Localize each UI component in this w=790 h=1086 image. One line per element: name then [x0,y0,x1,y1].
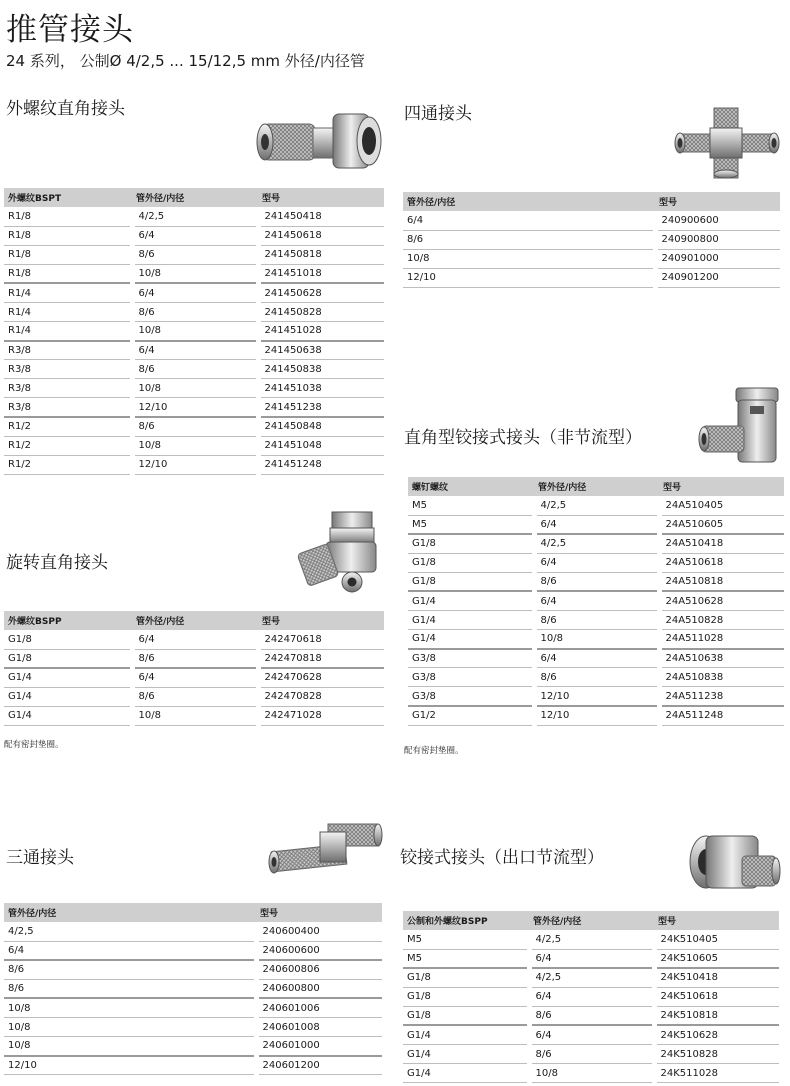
table-cell: 4/2,5 [529,930,654,949]
table-cross-fitting [403,192,780,288]
table-cell: G3/8 [408,649,534,668]
table-cell: 241450818 [258,245,384,264]
table-cell: 24A510618 [659,553,784,572]
table-row [408,706,784,725]
table-cell: 4/2,5 [4,922,256,941]
table-cell: 240601200 [256,1056,382,1075]
page-subtitle: 24 系列， 公制Ø 4/2,5 ... 15/12,5 mm 外径/内径管 [6,52,365,70]
table-cell: 12/10 [132,455,258,474]
table-cell: M5 [408,496,534,515]
table-cell: 241451018 [258,264,384,283]
table-male-elbow [4,188,384,475]
table-cell: 8/6 [534,611,659,630]
table-row [403,1064,779,1083]
table-row [4,398,384,417]
table-cell: G1/8 [408,572,534,591]
table-cell: 24A510418 [659,534,784,553]
table-cell: 12/10 [534,687,659,706]
table-cell: G1/4 [4,687,132,706]
table-cell: 24A511238 [659,687,784,706]
column-header: 管外径/内径 [534,477,659,496]
section-title-right-angle-banjo: 直角型铰接式接头（非节流型） [404,428,642,448]
table-cell: G1/8 [403,968,529,987]
table-cell: 10/8 [4,1037,256,1056]
table-row [4,706,384,725]
table-cell: M5 [403,949,529,968]
table-cell: 24A510638 [659,649,784,668]
table-cell: 24K510418 [654,968,779,987]
table-row [4,1017,382,1036]
table-cell: 8/6 [534,572,659,591]
table-row [403,930,779,949]
table-cell: 6/4 [403,211,655,230]
table-cell: 10/8 [4,1017,256,1036]
table-row [408,496,784,515]
table-row [4,1037,382,1056]
table-cell: 242470818 [258,649,384,668]
table-cell: 4/2,5 [534,534,659,553]
table-cell: M5 [408,515,534,534]
tee-fitting-image [266,818,384,886]
table-cell: G3/8 [408,668,534,687]
table-row [403,968,779,987]
table-cell: 10/8 [4,998,256,1017]
table-cell: R1/8 [4,226,132,245]
table-cell: G3/8 [408,687,534,706]
table-row [408,611,784,630]
table-row [403,949,779,968]
table-cell: R3/8 [4,379,132,398]
table-row [4,649,384,668]
table-cell: 8/6 [132,649,258,668]
table-cell: 10/8 [534,630,659,649]
table-row [403,230,780,249]
table-row [403,268,780,287]
table-cell: R1/8 [4,207,132,226]
table-row [408,553,784,572]
table-row [4,687,384,706]
table-row [4,1056,382,1075]
table-row [403,1045,779,1064]
table-cell: R1/8 [4,245,132,264]
table-cell: 8/6 [132,687,258,706]
table-cell: 240901200 [655,268,780,287]
table-cell: 10/8 [132,264,258,283]
table-cell: 12/10 [4,1056,256,1075]
column-header: 螺钉螺纹 [408,477,534,496]
table-cell: 241450418 [258,207,384,226]
table-row [4,245,384,264]
table-cell: 242470828 [258,687,384,706]
right-angle-banjo-fitting-image [696,384,786,468]
table-cell: 8/6 [132,360,258,379]
table-cell: 6/4 [529,1025,654,1044]
table-cell: 6/4 [529,949,654,968]
table-cell: 12/10 [403,268,655,287]
column-header: 型号 [655,192,780,211]
table-cell: 241451048 [258,436,384,455]
column-header: 型号 [258,188,384,207]
table-cell: 6/4 [132,668,258,687]
table-cell: G1/8 [403,1006,529,1025]
table-cell: G1/8 [408,553,534,572]
table-right-angle-banjo [408,477,784,726]
table-cell: 24K510405 [654,930,779,949]
table-row [4,436,384,455]
table-row [4,226,384,245]
table-cell: 6/4 [132,226,258,245]
column-header: 管外径/内径 [529,911,654,930]
table-cell: 24K510828 [654,1045,779,1064]
table-cell: 241450618 [258,226,384,245]
note-sealing-washer: 配有密封垫圈。 [4,740,64,750]
table-cell: R3/8 [4,398,132,417]
table-cell: 10/8 [403,249,655,268]
table-cell: G1/4 [4,706,132,725]
table-cell: G1/8 [4,630,132,649]
table-cell: 6/4 [132,341,258,360]
table-cell: R1/8 [4,264,132,283]
table-row [408,649,784,668]
table-cell: R1/4 [4,322,132,341]
table-cell: 240900600 [655,211,780,230]
table-cell: 24K510818 [654,1006,779,1025]
table-cell: 240601000 [256,1037,382,1056]
table-cell: 10/8 [132,706,258,725]
table-row [4,207,384,226]
table-row [4,960,382,979]
table-cell: 4/2,5 [534,496,659,515]
table-row [4,922,382,941]
table-cell: 24A511028 [659,630,784,649]
table-row [408,630,784,649]
table-cell: 6/4 [4,941,256,960]
table-cell: 242470628 [258,668,384,687]
table-cell: 240601008 [256,1017,382,1036]
table-cell: 8/6 [132,417,258,436]
table-row [4,630,384,649]
table-row [403,249,780,268]
table-cell: 8/6 [132,302,258,321]
column-header: 型号 [659,477,784,496]
table-row [408,591,784,610]
table-row [4,302,384,321]
column-header: 管外径/内径 [4,903,256,922]
table-row [4,283,384,302]
table-cell: 6/4 [132,630,258,649]
table-row [4,264,384,283]
table-row [4,998,382,1017]
table-cell: 12/10 [132,398,258,417]
table-cell: 24A510628 [659,591,784,610]
page-title: 推管接头 [6,12,134,48]
table-cell: 241450838 [258,360,384,379]
table-cell: 4/2,5 [529,968,654,987]
table-cell: R1/2 [4,436,132,455]
column-header: 管外径/内径 [132,188,258,207]
table-row [403,1006,779,1025]
table-row [4,379,384,398]
table-swivel-elbow [4,611,384,726]
table-row [408,668,784,687]
table-cell: 10/8 [132,436,258,455]
table-row [408,687,784,706]
table-cell: G1/4 [408,591,534,610]
table-cell: G1/4 [408,611,534,630]
table-cell: 6/4 [534,553,659,572]
table-cell: R1/4 [4,283,132,302]
table-cell: 241451248 [258,455,384,474]
table-row [408,572,784,591]
table-cell: 241451028 [258,322,384,341]
table-cell: 8/6 [4,960,256,979]
table-cell: 8/6 [132,245,258,264]
table-cell: R3/8 [4,341,132,360]
table-banjo-outlet-throttle [403,911,779,1083]
table-cell: 240901000 [655,249,780,268]
table-cell: G1/4 [403,1064,529,1083]
cross-fitting-image [672,100,782,180]
table-cell: 24A510828 [659,611,784,630]
table-cell: 242470618 [258,630,384,649]
swivel-elbow-fitting-image [296,508,386,600]
table-cell: 24A510818 [659,572,784,591]
table-cell: 24A510605 [659,515,784,534]
section-title-tee-fitting: 三通接头 [6,848,74,868]
table-cell: G1/8 [4,649,132,668]
table-cell: 6/4 [132,283,258,302]
table-cell: G1/8 [408,534,534,553]
table-cell: R1/2 [4,455,132,474]
table-cell: 4/2,5 [132,207,258,226]
table-cell: 10/8 [529,1064,654,1083]
table-cell: 8/6 [529,1045,654,1064]
table-row [4,417,384,436]
table-cell: 24A510838 [659,668,784,687]
table-cell: 241450828 [258,302,384,321]
table-cell: 6/4 [534,591,659,610]
table-cell: 241450638 [258,341,384,360]
column-header: 型号 [256,903,382,922]
section-title-cross-fitting: 四通接头 [404,104,472,124]
table-row [403,1025,779,1044]
banjo-outlet-throttle-fitting-image [682,822,782,898]
table-row [4,979,382,998]
column-header: 外螺纹BSPT [4,188,132,207]
table-cell: 8/6 [529,1006,654,1025]
column-header: 型号 [654,911,779,930]
table-cell: 24A511248 [659,706,784,725]
section-title-banjo-outlet-throttle: 铰接式接头（出口节流型） [400,848,604,868]
table-cell: 241451038 [258,379,384,398]
table-cell: 8/6 [403,230,655,249]
note-sealing-washer: 配有密封垫圈。 [404,746,464,756]
male-elbow-fitting-image [255,108,385,178]
table-cell: R1/4 [4,302,132,321]
table-cell: G1/4 [403,1045,529,1064]
column-header: 公制和外螺纹BSPP [403,911,529,930]
table-cell: 6/4 [534,649,659,668]
table-cell: 240600800 [256,979,382,998]
table-cell: 240900800 [655,230,780,249]
table-cell: 241451238 [258,398,384,417]
column-header: 管外径/内径 [403,192,655,211]
table-cell: 240600806 [256,960,382,979]
table-cell: G1/8 [403,987,529,1006]
column-header: 型号 [258,611,384,630]
table-cell: 10/8 [132,379,258,398]
table-cell: 24K511028 [654,1064,779,1083]
table-cell: 240601006 [256,998,382,1017]
table-cell: 10/8 [132,322,258,341]
column-header: 管外径/内径 [132,611,258,630]
table-row [4,941,382,960]
section-title-swivel-elbow: 旋转直角接头 [6,553,108,573]
table-row [4,455,384,474]
table-row [4,668,384,687]
section-title-male-elbow: 外螺纹直角接头 [6,99,125,119]
table-cell: 24K510618 [654,987,779,1006]
table-cell: 241450848 [258,417,384,436]
table-cell: 24A510405 [659,496,784,515]
table-cell: 242471028 [258,706,384,725]
table-cell: 240600400 [256,922,382,941]
table-row [403,987,779,1006]
table-cell: 6/4 [529,987,654,1006]
column-header: 外螺纹BSPP [4,611,132,630]
table-cell: R1/2 [4,417,132,436]
table-cell: 240600600 [256,941,382,960]
table-tee-fitting [4,903,382,1075]
table-cell: G1/2 [408,706,534,725]
table-cell: 12/10 [534,706,659,725]
table-row [4,322,384,341]
table-row [408,534,784,553]
table-cell: 8/6 [4,979,256,998]
table-row [403,211,780,230]
table-cell: G1/4 [4,668,132,687]
table-cell: R3/8 [4,360,132,379]
table-cell: 24K510628 [654,1025,779,1044]
table-cell: G1/4 [403,1025,529,1044]
table-row [4,360,384,379]
table-cell: 6/4 [534,515,659,534]
table-cell: 24K510605 [654,949,779,968]
table-cell: M5 [403,930,529,949]
table-row [408,515,784,534]
table-cell: 8/6 [534,668,659,687]
table-cell: G1/4 [408,630,534,649]
table-row [4,341,384,360]
table-cell: 241450628 [258,283,384,302]
